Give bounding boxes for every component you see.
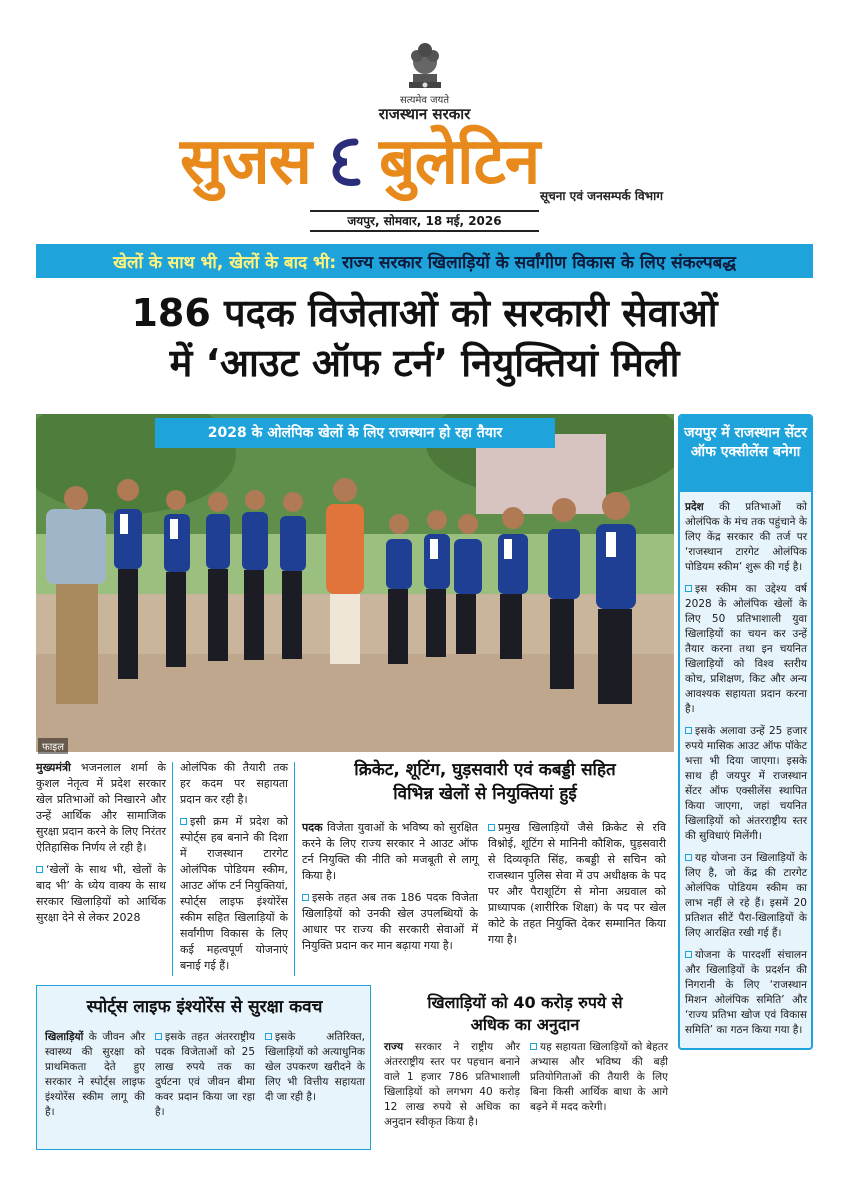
sidebar-text: की प्रतिभाओं को ओलंपिक के मंच तक पहुंचाने के लिए केंद्र सरकार की तर्ज पर ‘राजस्थान टारगेट ओलंपिक पोडियम स्कीम’ शुरू की गई है। xyxy=(685,501,807,573)
group-photo xyxy=(36,414,674,752)
top-banner xyxy=(36,244,813,278)
headline-line-2: में ‘आउट ऑफ टर्न’ नियुक्तियां मिली xyxy=(169,341,680,385)
sidebar-paragraph xyxy=(685,724,807,844)
bullet-square-icon xyxy=(265,1033,272,1040)
bullet-square-icon xyxy=(685,854,692,861)
lead-word: पदक xyxy=(302,821,323,834)
column-divider xyxy=(294,762,295,976)
article-column-2 xyxy=(180,760,288,980)
article-paragraph xyxy=(180,814,288,974)
brand-swirl-icon xyxy=(325,132,365,192)
paragraph-text: सरकार ने राष्ट्रीय और अंतरराष्ट्रीय स्तर पर पहचान बनाने वाले 1 हजार 786 प्रतिभाशाली खिलाड़ियों को लगभग 40 करोड़ 12 लाख रुपये से अधिक का अनुदान स्वीकृत किया है। xyxy=(384,1041,520,1128)
grant-column-1 xyxy=(384,1040,520,1130)
bullet-square-icon xyxy=(685,951,692,958)
brand-word-1: सुजस xyxy=(180,125,312,199)
bullet-square-icon xyxy=(685,585,692,592)
brand-word-2: बुलेटिन xyxy=(379,125,540,199)
bullet-square-icon xyxy=(155,1033,162,1040)
paragraph-text: विजेता युवाओं के भविष्य को सुरक्षित करने के लिए राज्य सरकार ने आउट ऑफ टर्न नियुक्ति की नीति को मजबूती से लागू किया है। xyxy=(302,821,479,882)
bullet-square-icon xyxy=(302,894,309,901)
article-paragraph xyxy=(180,760,288,808)
column-divider xyxy=(172,762,173,976)
article-column-1 xyxy=(36,760,166,932)
sidebar-text: योजना के पारदर्शी संचालन और खिलाड़ियों के प्रदर्शन की निगरानी के लिए ‘राजस्थान मिशन ओलंपिक समिति’ और ‘राज्य प्रतिभा खोज एवं विकास समिति’ का गठन किया गया है। xyxy=(685,949,807,1036)
masthead xyxy=(0,0,849,240)
heading-line: विभिन्न खेलों से नियुक्तियां हुई xyxy=(393,784,577,804)
paragraph-text: इसके तहत अब तक 186 पदक विजेता खिलाड़ियों को उनकी खेल उपलब्धियों के आधार पर राज्य की सरकारी सेवाओं में नियुक्ति प्रदान कर मान बढ़ाया गया है। xyxy=(302,891,478,952)
government-name: राजस्थान सरकार xyxy=(378,105,471,123)
paragraph-text: के जीवन और स्वास्थ्य की सुरक्षा को प्राथमिकता देते हुए सरकार ने स्पोर्ट्स लाइफ इंश्योरेंस स्कीम लागू की है। xyxy=(45,1031,146,1118)
paragraph-text: भजनलाल शर्मा के कुशल नेतृत्व में प्रदेश सरकार खेल प्रतिभाओं को निखारने और उन्हें आर्थिक और सामाजिक सुरक्षा प्रदान करने के लिए निरंतर ऐतिहासिक निर्णय ले रही है। xyxy=(36,761,166,854)
insurance-heading: स्पोर्ट्स लाइफ इंश्योरेंस से सुरक्षा कवच xyxy=(86,997,323,1017)
article-paragraph xyxy=(36,862,166,926)
appointments-heading xyxy=(300,758,670,806)
grant-column-2 xyxy=(530,1040,668,1115)
main-headline xyxy=(36,288,813,388)
sidebar-text: यह योजना उन खिलाड़ियों के लिए है, जो केंद्र की टारगेट ओलंपिक पोडियम स्कीम का लाभ नहीं ले रहे हैं। इसमें 20 प्रतिशत सीटें पैरा-खिलाड़ियों के लिए आरक्षित रखी गई हैं। xyxy=(685,852,807,939)
article-paragraph xyxy=(302,890,478,954)
department-name: सूचना एवं जनसम्पर्क विभाग xyxy=(540,189,663,203)
article-paragraph xyxy=(36,760,166,856)
paragraph-text: यह सहायता खिलाड़ियों को बेहतर अभ्यास और भविष्य की बड़ी प्रतियोगिताओं की तैयारी के लिए बिना किसी आर्थिक बाधा के आगे बढ़ने में मदद करेगी। xyxy=(530,1041,668,1113)
bullet-square-icon xyxy=(530,1043,537,1050)
headline-line-1: 186 पदक विजेताओं को सरकारी सेवाओं xyxy=(131,291,718,335)
lead-word: खिलाड़ियों xyxy=(45,1031,84,1043)
paragraph-text: इसके तहत अंतरराष्ट्रीय पदक विजेताओं को 25 लाख रुपये तक का दुर्घटना एवं जीवन बीमा कवर प्रदान किया जा रहा है। xyxy=(155,1031,255,1118)
brand-logo xyxy=(180,120,539,204)
sidebar-paragraph xyxy=(685,582,807,717)
grant-heading xyxy=(383,992,667,1036)
insurance-column-3 xyxy=(265,1030,365,1105)
insurance-box xyxy=(36,985,371,1150)
sidebar-lead-word: प्रदेश xyxy=(685,501,704,513)
sidebar-body xyxy=(685,500,807,1045)
banner-highlight: खेलों के साथ भी, खेलों के बाद भी: xyxy=(113,252,337,273)
sidebar-paragraph xyxy=(685,948,807,1038)
insurance-column-2 xyxy=(155,1030,255,1120)
paragraph-text: ओलंपिक की तैयारी तक हर कदम पर सहायता प्रदान कर रही है। xyxy=(180,761,288,806)
lead-word: मुख्यमंत्री xyxy=(36,761,71,774)
appointments-column-1 xyxy=(302,820,478,960)
national-emblem-icon xyxy=(405,38,445,90)
bullet-square-icon xyxy=(36,866,43,873)
article-paragraph xyxy=(488,820,666,948)
sidebar-paragraph xyxy=(685,851,807,941)
photo-tag: 2028 के ओलंपिक खेलों के लिए राजस्थान हो रहा तैयार xyxy=(155,418,555,448)
sidebar-text: इस स्कीम का उद्देश्य वर्ष 2028 के ओलंपिक खेलों के लिए 50 प्रतिभाशाली युवा खिलाड़ियों का चयन कर उन्हें तैयार करना तथा इन चयनित खिलाड़ियों को विश्व स्तरीय कोच, प्रशिक्षण, किट और अन्य आवश्यक सहायता प्रदान करना है। xyxy=(685,583,807,715)
sidebar-text: इसके अलावा उन्हें 25 हजार रुपये मासिक आउट ऑफ पॉकेट भत्ता भी दिया जाएगा। इसके साथ ही जयपुर में राजस्थान सेंटर ऑफ एक्सीलेंस स्थापित किया जाएगा, जहां चयनित खिलाड़ियों को अंतरराष्ट्रीय स्तर की सुविधाएं मिलेंगी। xyxy=(685,725,807,842)
sidebar-heading: जयपुर में राजस्थान सेंटर ऑफ एक्सीलेंस बनेगा xyxy=(680,416,811,492)
heading-line: खिलाड़ियों को 40 करोड़ रुपये से xyxy=(427,993,623,1012)
athletes-group-image xyxy=(36,414,674,752)
article-paragraph xyxy=(302,820,478,884)
lead-word: राज्य xyxy=(384,1041,404,1053)
heading-line: अधिक का अनुदान xyxy=(470,1015,580,1034)
bullet-square-icon xyxy=(488,824,495,831)
motto: सत्यमेव जयते xyxy=(399,95,450,106)
dateline: जयपुर, सोमवार, 18 मई, 2026 xyxy=(310,210,539,232)
bullet-square-icon xyxy=(685,727,692,734)
bullet-square-icon xyxy=(180,818,187,825)
sidebar-paragraph xyxy=(685,500,807,575)
paragraph-text: इसके अतिरिक्त, खिलाड़ियों को अत्याधुनिक खेल उपकरण खरीदने के लिए भी वित्तीय सहायता दी जा रही है। xyxy=(265,1031,365,1103)
paragraph-text: इसी क्रम में प्रदेश को स्पोर्ट्स हब बनाने की दिशा में राजस्थान टारगेट ओलंपिक पोडियम स्कीम, आउट ऑफ टर्न नियुक्तियां, स्पोर्ट्स लाइफ इंश्योरेंस स्कीम सहित खिलाड़ियों के सर्वांगीण विकास के लिए कई महत्वपूर्ण योजनाएं बनाई गई हैं। xyxy=(180,815,288,972)
heading-line: क्रिकेट, शूटिंग, घुड़सवारी एवं कबड्डी सहित xyxy=(354,760,616,780)
paragraph-text: ‘खेलों के साथ भी, खेलों के बाद भी’ के ध्येय वाक्य के साथ सरकार खिलाड़ियों को आर्थिक सुरक्षा देने से लेकर 2028 xyxy=(36,863,166,924)
paragraph-text: प्रमुख खिलाड़ियों जैसे क्रिकेट से रवि विश्नोई, शूटिंग से मानिनी कौशिक, घुड़सवारी से दिव्यकृति सिंह, कबड्डी से सचिन को राजस्थान पुलिस सेवा में उप अधीक्षक के पद पर और पैराशूटिंग से मोना अग्रवाल को प्राध्यापक (शारीरिक शिक्षा) के पद पर खेल कोटे के तहत नियुक्ति देकर सम्मानित किया गया है। xyxy=(488,821,666,946)
appointments-column-2 xyxy=(488,820,666,954)
banner-text: राज्य सरकार खिलाड़ियों के सर्वांगीण विकास के लिए संकल्पबद्ध xyxy=(342,252,736,273)
photo-caption: फाइल xyxy=(38,738,68,754)
insurance-column-1 xyxy=(45,1030,145,1120)
sidebar-box xyxy=(678,414,813,1050)
